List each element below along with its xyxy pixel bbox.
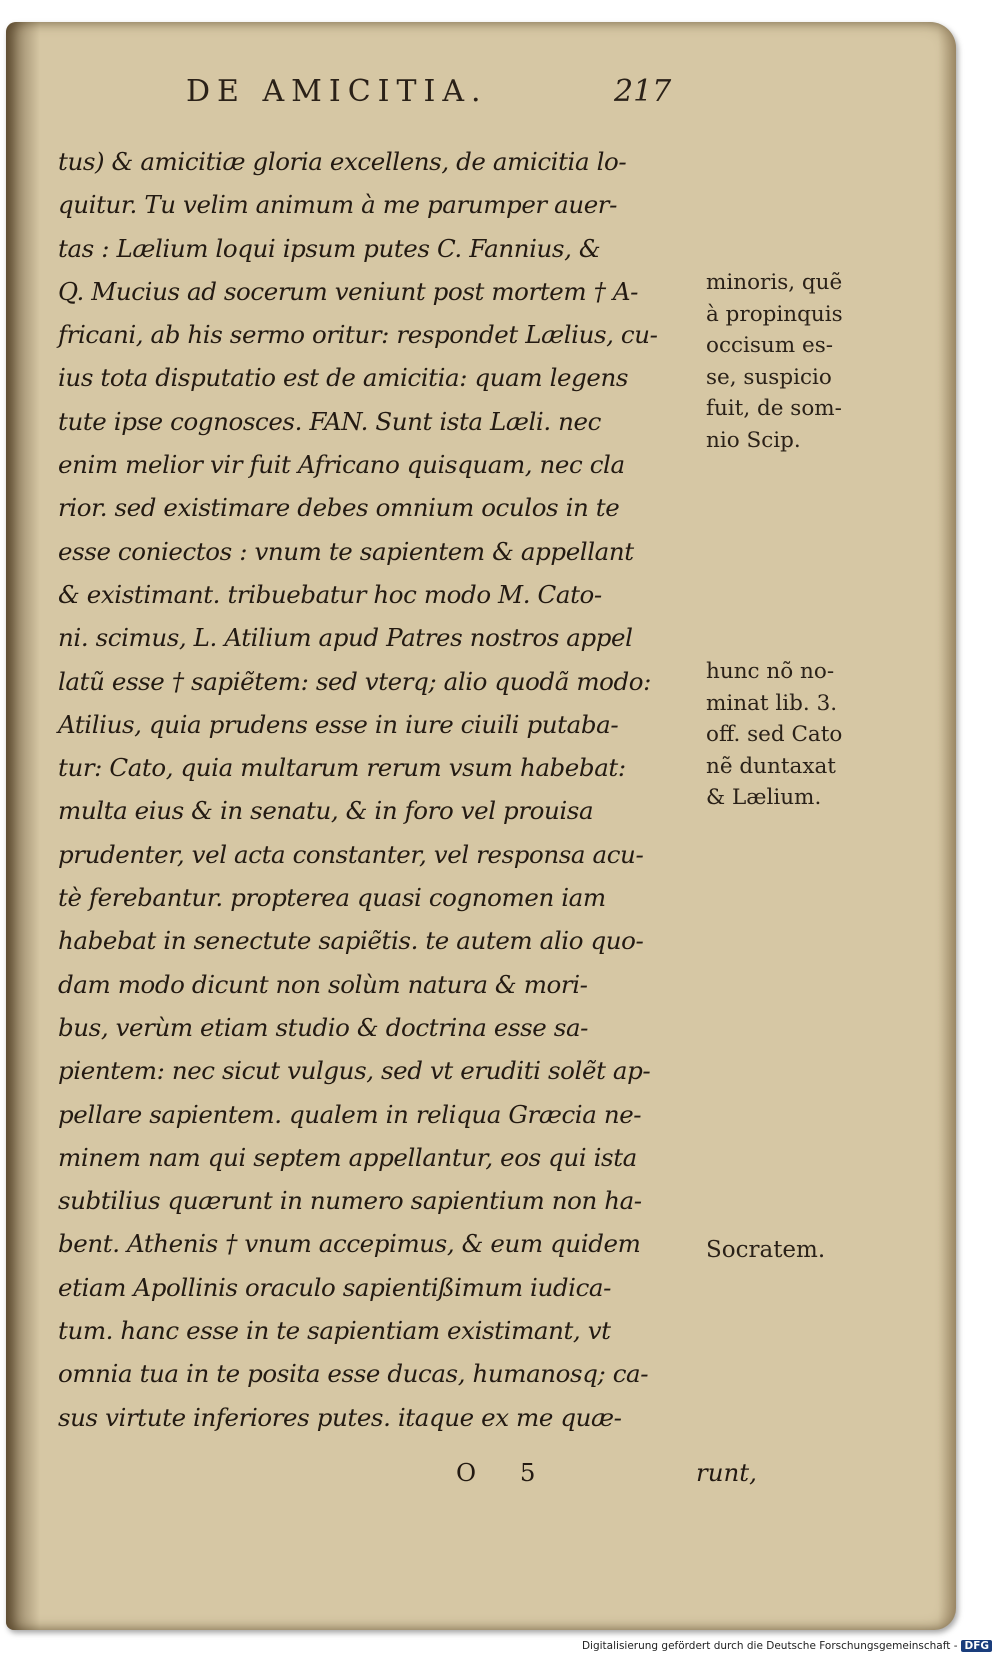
margin-note-line: fuit, de som- [706, 396, 842, 421]
margin-note-line: hunc nõ no- [706, 659, 835, 684]
text-line: esse coniectos : vnum te sapientem & appellant [58, 536, 634, 566]
text-line: ius tota disputatio est de amicitia: quam legens [58, 363, 629, 393]
digitization-credit [582, 1640, 992, 1652]
margin-note-line: off. sed Cato [706, 722, 843, 747]
text-line: sus virtute inferiores putes. itaque ex me quæ- [58, 1402, 622, 1432]
text-line: & existimant. tribuebatur hoc modo M. Cato- [58, 579, 602, 609]
text-line: etiam Apollinis oraculo sapientißimum iudica- [58, 1272, 611, 1302]
text-line: tum. hanc esse in te sapientiam existimant, vt [58, 1316, 611, 1346]
text-line: bent. Athenis † vnum accepimus, & eum quidem [58, 1229, 641, 1259]
text-line: bus, verùm etiam studio & doctrina esse sa- [58, 1012, 589, 1042]
page-number: 217 [614, 74, 672, 109]
text-line: pientem: nec sicut vulgus, sed vt eruditi solẽt ap- [58, 1056, 651, 1086]
text-line: prudenter, vel acta constanter, vel responsa acu- [58, 839, 644, 869]
text-line: Q. Mucius ad socerum veniunt post mortem † A- [58, 276, 638, 306]
margin-note-line: à propinquis [706, 301, 843, 327]
text-line: tute ipse cognosces. FAN. Sunt ista Læli. nec [58, 406, 601, 436]
margin-note-line: & Lælium. [706, 785, 822, 810]
margin-note-minoris [706, 267, 876, 456]
text-line: fricani, ab his sermo oritur: respondet Lælius, cu- [58, 320, 658, 350]
text-line: omnia tua in te posita esse ducas, humanosq; ca- [58, 1359, 649, 1389]
body-text [58, 140, 698, 1439]
margin-note-line: nio Scip. [706, 427, 801, 453]
text-line: habebat in senectute sapiẽtis. te autem alio quo- [58, 926, 644, 956]
text-line: rior. sed existimare debes omnium oculos in te [58, 493, 620, 523]
book-page [6, 22, 956, 1630]
text-line: Atilius, quia prudens esse in iure ciuili putaba- [58, 709, 619, 739]
text-line: tas : Lælium loqui ipsum putes C. Fannius, & [58, 233, 601, 263]
text-line: multa eius & in senatu, & in foro vel prouisa [58, 796, 594, 826]
margin-note-cato [706, 656, 876, 814]
margin-note-line: se, suspicio [706, 364, 832, 390]
running-head: DE AMICITIA. [186, 74, 488, 109]
text-line: quitur. Tu velim animum à me parumper auer- [58, 190, 617, 220]
margin-note-line: minoris, quẽ [706, 270, 843, 295]
margin-note-socratem [706, 1235, 876, 1267]
credit-text: Digitalisierung gefördert durch die Deutsche Forschungsgemeinschaft - [581, 1640, 958, 1652]
margin-note-line: minat lib. 3. [706, 690, 838, 716]
text-line: minem nam qui septem appellantur, eos qui ista [58, 1142, 637, 1172]
text-line: dam modo dicunt non solùm natura & mori- [58, 969, 588, 999]
margin-note-line: Socratem. [706, 1237, 826, 1263]
text-line: ni. scimus, L. Atilium apud Patres nostros appel [58, 623, 633, 653]
text-line: tus) & amicitiæ gloria excellens, de amicitia lo- [58, 147, 627, 176]
dfg-logo-icon: DFG [961, 1640, 992, 1652]
signature-mark: O 5 [456, 1458, 554, 1487]
text-line: latũ esse † sapiẽtem: sed vterq; alio quodã modo: [58, 666, 651, 696]
text-line: pellare sapientem. qualem in reliqua Græcia ne- [58, 1099, 642, 1129]
margin-note-line: occisum es- [706, 333, 834, 358]
catchword: runt, [696, 1458, 757, 1487]
text-line: tè ferebantur. propterea quasi cognomen iam [58, 883, 606, 913]
text-line: tur: Cato, quia multarum rerum vsum habebat: [58, 753, 626, 783]
margin-note-line: nẽ duntaxat [706, 753, 836, 779]
text-line: enim melior vir fuit Africano quisquam, nec cla [58, 450, 625, 480]
text-line: subtilius quærunt in numero sapientium non ha- [58, 1186, 642, 1216]
